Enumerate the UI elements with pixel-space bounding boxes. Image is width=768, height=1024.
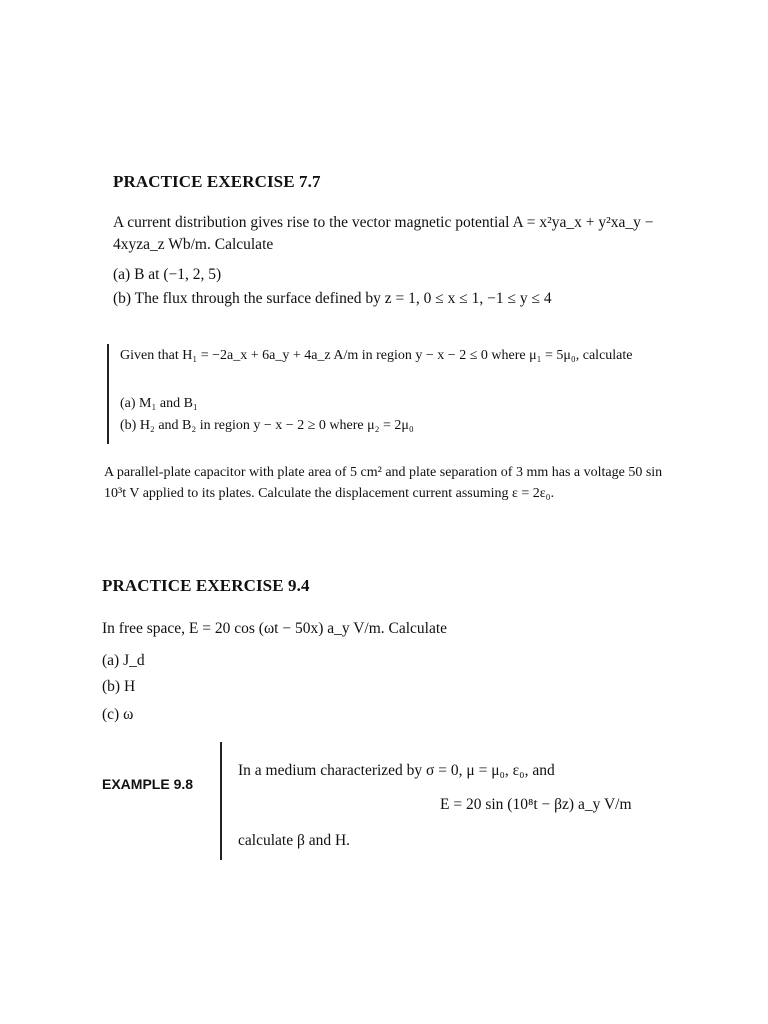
example-line-3 bbox=[238, 830, 350, 852]
exercise-h1-item-a bbox=[120, 394, 198, 414]
example-equation bbox=[440, 794, 632, 816]
practice-exercise-7-7-heading bbox=[113, 172, 321, 192]
practice-exercise-9-4-heading bbox=[102, 576, 310, 596]
heading-text: PRACTICE EXERCISE 9.4 bbox=[102, 576, 310, 595]
item-c-text: (c) ω bbox=[102, 706, 134, 723]
exercise-h1-text bbox=[120, 346, 660, 366]
heading-text: PRACTICE EXERCISE 7.7 bbox=[113, 172, 321, 191]
example-line-1 bbox=[238, 760, 555, 782]
item-a-text: (a) B at (−1, 2, 5) bbox=[113, 266, 222, 283]
intro-text: Given that H₁ = −2a_x + 6a_y + 4a_z A/m in region y − x − 2 ≤ 0 where μ₁ = 5μ₀, calculate bbox=[120, 348, 633, 363]
exercise-7-7-item-a bbox=[113, 264, 221, 286]
margin-bar bbox=[107, 344, 109, 444]
example-equation-text: E = 20 sin (10⁸t − βz) a_y V/m bbox=[440, 796, 632, 813]
intro-text: In free space, E = 20 cos (ωt − 50x) a_y V/m. Calculate bbox=[102, 620, 448, 637]
exercise-h1-item-b bbox=[120, 416, 414, 436]
capacitor-text: A parallel-plate capacitor with plate area of 5 cm² and plate separation of 3 mm has a voltage 50 sin 10³t V applied to its plates. Calculate the displacement current assuming ε = 2ε₀. bbox=[104, 465, 663, 501]
exercise-9-4-item-b bbox=[102, 676, 135, 698]
item-a-text: (a) J_d bbox=[102, 652, 145, 669]
example-line-1-text: In a medium characterized by σ = 0, μ = μ₀, ε₀, and bbox=[238, 762, 555, 779]
item-a-text: (a) M₁ and B₁ bbox=[120, 396, 198, 411]
item-b-text: (b) H bbox=[102, 678, 136, 695]
exercise-7-7-text bbox=[113, 212, 673, 256]
exercise-9-4-item-a bbox=[102, 650, 145, 672]
example-9-8-label bbox=[102, 776, 193, 792]
example-bar bbox=[220, 742, 222, 860]
exercise-9-4-intro bbox=[102, 618, 447, 640]
exercise-7-7-item-b bbox=[113, 288, 552, 310]
intro-text: A current distribution gives rise to the vector magnetic potential bbox=[113, 214, 510, 231]
capacitor-problem-text bbox=[104, 462, 666, 504]
example-label-text: EXAMPLE 9.8 bbox=[102, 776, 194, 792]
exercise-9-4-item-c bbox=[102, 704, 133, 726]
example-line-3-text: calculate β and H. bbox=[238, 832, 351, 849]
item-b-text: (b) The flux through the surface defined by z = 1, 0 ≤ x ≤ 1, −1 ≤ y ≤ 4 bbox=[113, 290, 552, 307]
item-b-text: (b) H₂ and B₂ in region y − x − 2 ≥ 0 where μ₂ = 2μ₀ bbox=[120, 418, 414, 433]
formula-a: A = x²ya_x + y²xa_y − 4xyza_z Wb/m. Calculate bbox=[113, 214, 654, 253]
